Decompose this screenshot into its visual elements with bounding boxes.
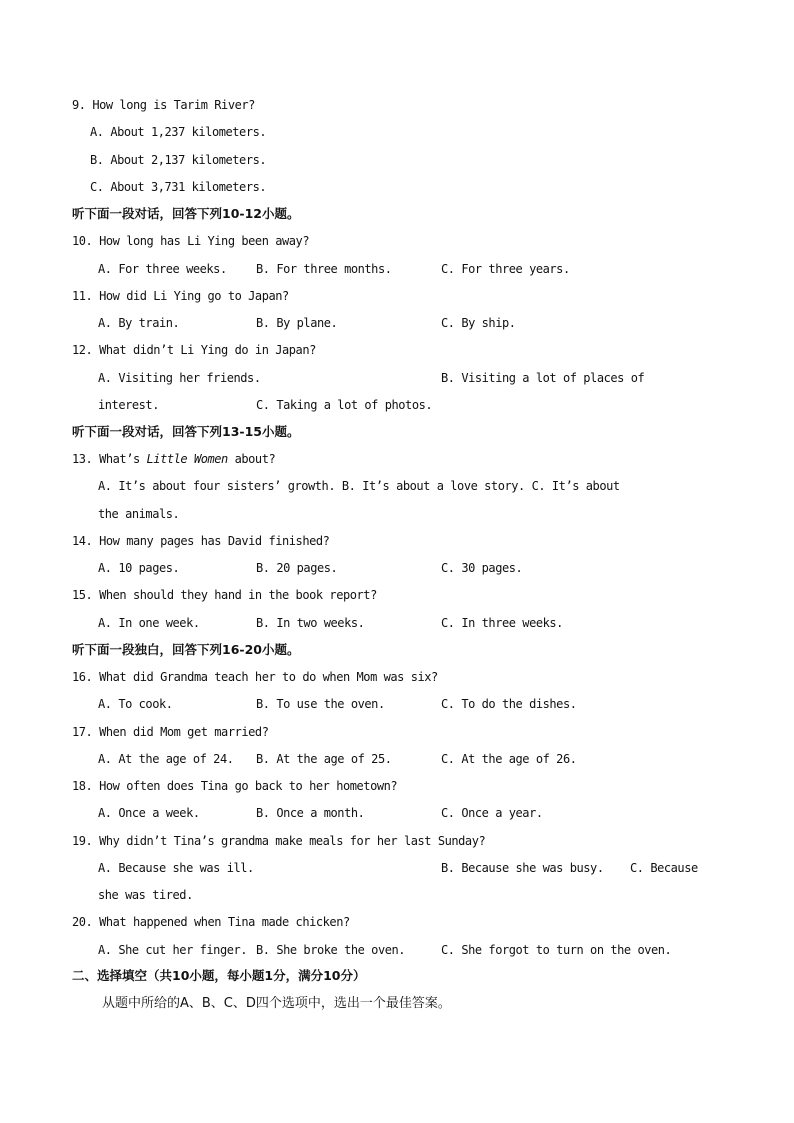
q18-option-c: C. Once a year.	[441, 806, 543, 820]
q19-option-c-part2: she was tired.	[98, 888, 193, 902]
q16-option-a: A. To cook.	[98, 697, 173, 711]
q10-option-c: C. For three years.	[441, 262, 570, 276]
q10-option-b: B. For three months.	[256, 262, 392, 276]
section-heading-13-15: 听下面一段对话，回答下列13-15小题。	[72, 424, 300, 439]
q20-option-a: A. She cut her finger.	[98, 943, 248, 957]
q14-option-c: C. 30 pages.	[441, 561, 523, 575]
q12-option-b-part1: B. Visiting a lot of places of	[441, 371, 645, 385]
q18-option-a: A. Once a week.	[98, 806, 200, 820]
section-2-title: 二、选择填空（共10小题，每小题1分，满分10分）	[72, 968, 366, 983]
q11-option-c: C. By ship.	[441, 316, 516, 330]
question-14: 14. How many pages has David finished?	[72, 534, 330, 548]
q12-option-c: C. Taking a lot of photos.	[256, 398, 433, 412]
q9-option-c: C. About 3,731 kilometers.	[90, 180, 267, 194]
q16-option-b: B. To use the oven.	[256, 697, 385, 711]
q17-option-a: A. At the age of 24.	[98, 752, 234, 766]
q10-option-a: A. For three weeks.	[98, 262, 227, 276]
q13-options-line1: A. It’s about four sisters’ growth. B. It’s about a love story. C. It’s about	[98, 479, 620, 493]
q9-option-b: B. About 2,137 kilometers.	[90, 153, 267, 167]
question-13	[72, 451, 275, 467]
question-17: 17. When did Mom get married?	[72, 725, 269, 739]
q13-suffix: about?	[234, 452, 276, 466]
q13-book-title: Little Women	[146, 452, 228, 466]
q11-option-b: B. By plane.	[256, 316, 338, 330]
q9-option-a: A. About 1,237 kilometers.	[90, 125, 267, 139]
q15-option-a: A. In one week.	[98, 616, 200, 630]
question-18: 18. How often does Tina go back to her hometown?	[72, 779, 398, 793]
q15-option-c: C. In three weeks.	[441, 616, 563, 630]
q16-option-c: C. To do the dishes.	[441, 697, 577, 711]
q17-option-c: C. At the age of 26.	[441, 752, 577, 766]
question-11: 11. How did Li Ying go to Japan?	[72, 289, 289, 303]
section-2-instruction: 从题中所给的A、B、C、D四个选项中，选出一个最佳答案。	[102, 996, 451, 1011]
section-heading-16-20: 听下面一段独白，回答下列16-20小题。	[72, 642, 300, 657]
q13-options-line2: the animals.	[98, 507, 180, 521]
q11-option-a: A. By train.	[98, 316, 180, 330]
q17-option-b: B. At the age of 25.	[256, 752, 392, 766]
question-20: 20. What happened when Tina made chicken?	[72, 915, 350, 929]
q20-option-c: C. She forgot to turn on the oven.	[441, 943, 672, 957]
q15-option-b: B. In two weeks.	[256, 616, 365, 630]
q19-option-a: A. Because she was ill.	[98, 861, 254, 875]
question-15: 15. When should they hand in the book report?	[72, 588, 377, 602]
question-12: 12. What didn’t Li Ying do in Japan?	[72, 343, 316, 357]
q14-option-a: A. 10 pages.	[98, 561, 180, 575]
q12-option-b-part2: interest.	[98, 398, 159, 412]
q19-option-b: B. Because she was busy.	[441, 861, 604, 875]
q12-option-a: A. Visiting her friends.	[98, 371, 261, 385]
q20-option-b: B. She broke the oven.	[256, 943, 406, 957]
question-16: 16. What did Grandma teach her to do when Mom was six?	[72, 670, 438, 684]
q18-option-b: B. Once a month.	[256, 806, 365, 820]
q19-option-c-part1: C. Because	[630, 861, 698, 875]
section-heading-10-12: 听下面一段对话，回答下列10-12小题。	[72, 206, 300, 221]
q14-option-b: B. 20 pages.	[256, 561, 338, 575]
question-10: 10. How long has Li Ying been away?	[72, 234, 310, 248]
question-19: 19. Why didn’t Tina’s grandma make meals for her last Sunday?	[72, 834, 486, 848]
q13-prefix: 13. What’s	[72, 452, 140, 466]
question-9: 9. How long is Tarim River?	[72, 98, 255, 112]
